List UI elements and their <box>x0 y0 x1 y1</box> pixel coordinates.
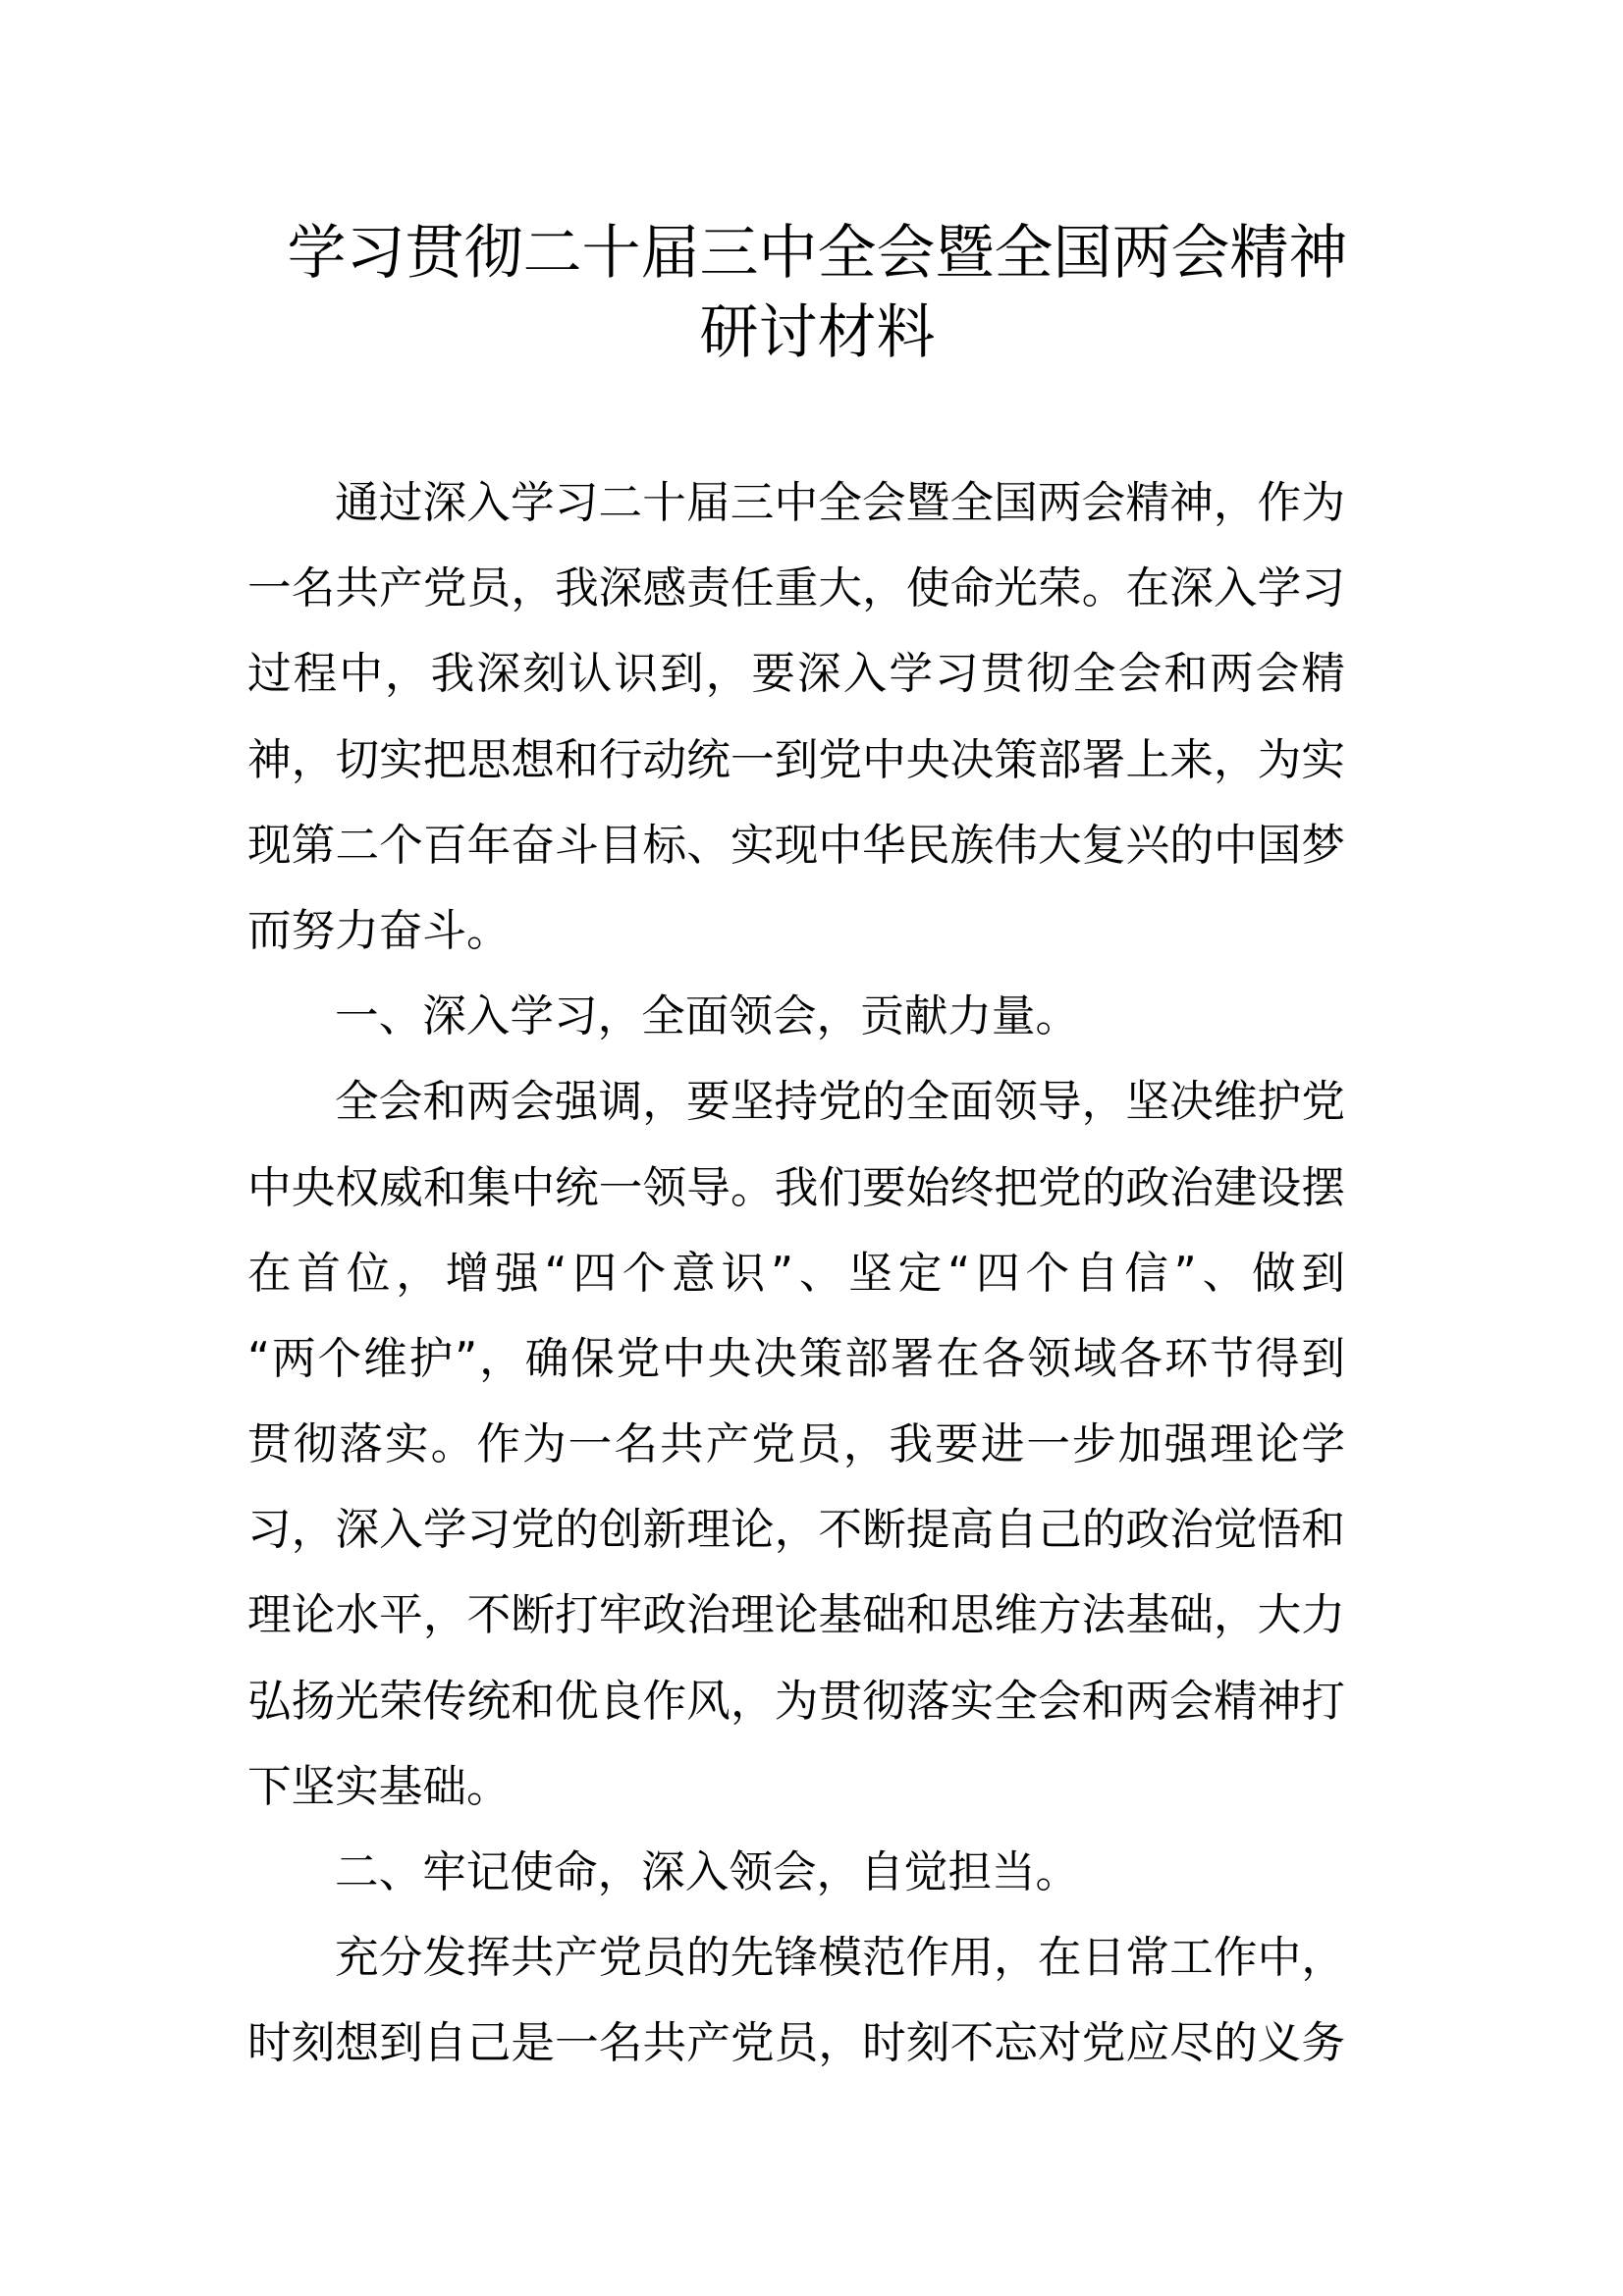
paragraph <box>247 974 1345 1059</box>
paragraph-line: “两个维护”，确保党中央决策部署在各领域各环节得到 <box>247 1332 1345 1384</box>
paragraph-line: 理论水平，不断打牢政治理论基础和思维方法基础，大力 <box>247 1589 1345 1641</box>
paragraph-line: 充分发挥共产党员的先锋模范作用，在日常工作中， <box>335 1932 1345 1984</box>
document-title-line-2: 研讨材料 <box>699 298 936 367</box>
paragraph <box>247 1915 1345 2086</box>
paragraph-line: 在首位，增强“四个意识”、坚定“四个自信”、做到 <box>247 1247 1345 1299</box>
paragraph-line: 贯彻落实。作为一名共产党员，我要进一步加强理论学 <box>247 1418 1345 1470</box>
document-body <box>247 460 1345 2087</box>
document-title-line-1: 学习贯彻二十届三中全会暨全国两会精神 <box>287 219 1348 288</box>
paragraph-line: 一、深入学习，全面领会，贡献力量。 <box>335 990 1080 1042</box>
paragraph-line: 现第二个百年奋斗目标、实现中华民族伟大复兴的中国梦 <box>247 819 1345 871</box>
paragraph <box>247 1059 1345 1830</box>
paragraph-line: 神，切实把思想和行动统一到党中央决策部署上来，为实 <box>247 733 1345 785</box>
paragraph-line: 而努力奋斗。 <box>247 904 511 956</box>
paragraph <box>247 460 1345 974</box>
paragraph-line: 下坚实基础。 <box>247 1760 511 1812</box>
paragraph-line: 时刻想到自己是一名共产党员，时刻不忘对党应尽的义务 <box>247 2017 1345 2069</box>
paragraph <box>247 1830 1345 1915</box>
paragraph-line: 中央权威和集中统一领导。我们要始终把党的政治建设摆 <box>247 1161 1345 1213</box>
paragraph-line: 过程中，我深刻认识到，要深入学习贯彻全会和两会精 <box>247 648 1345 700</box>
paragraph-line: 一名共产党员，我深感责任重大，使命光荣。在深入学习 <box>247 562 1345 614</box>
paragraph-line: 弘扬光荣传统和优良作风，为贯彻落实全会和两会精神打 <box>247 1675 1345 1727</box>
paragraph-line: 习，深入学习党的创新理论，不断提高自己的政治觉悟和 <box>247 1504 1345 1556</box>
paragraph-line: 二、牢记使命，深入领会，自觉担当。 <box>335 1846 1080 1897</box>
paragraph-line: 全会和两会强调，要坚持党的全面领导，坚决维护党 <box>335 1076 1345 1128</box>
paragraph-line: 通过深入学习二十届三中全会暨全国两会精神，作为 <box>335 477 1345 528</box>
